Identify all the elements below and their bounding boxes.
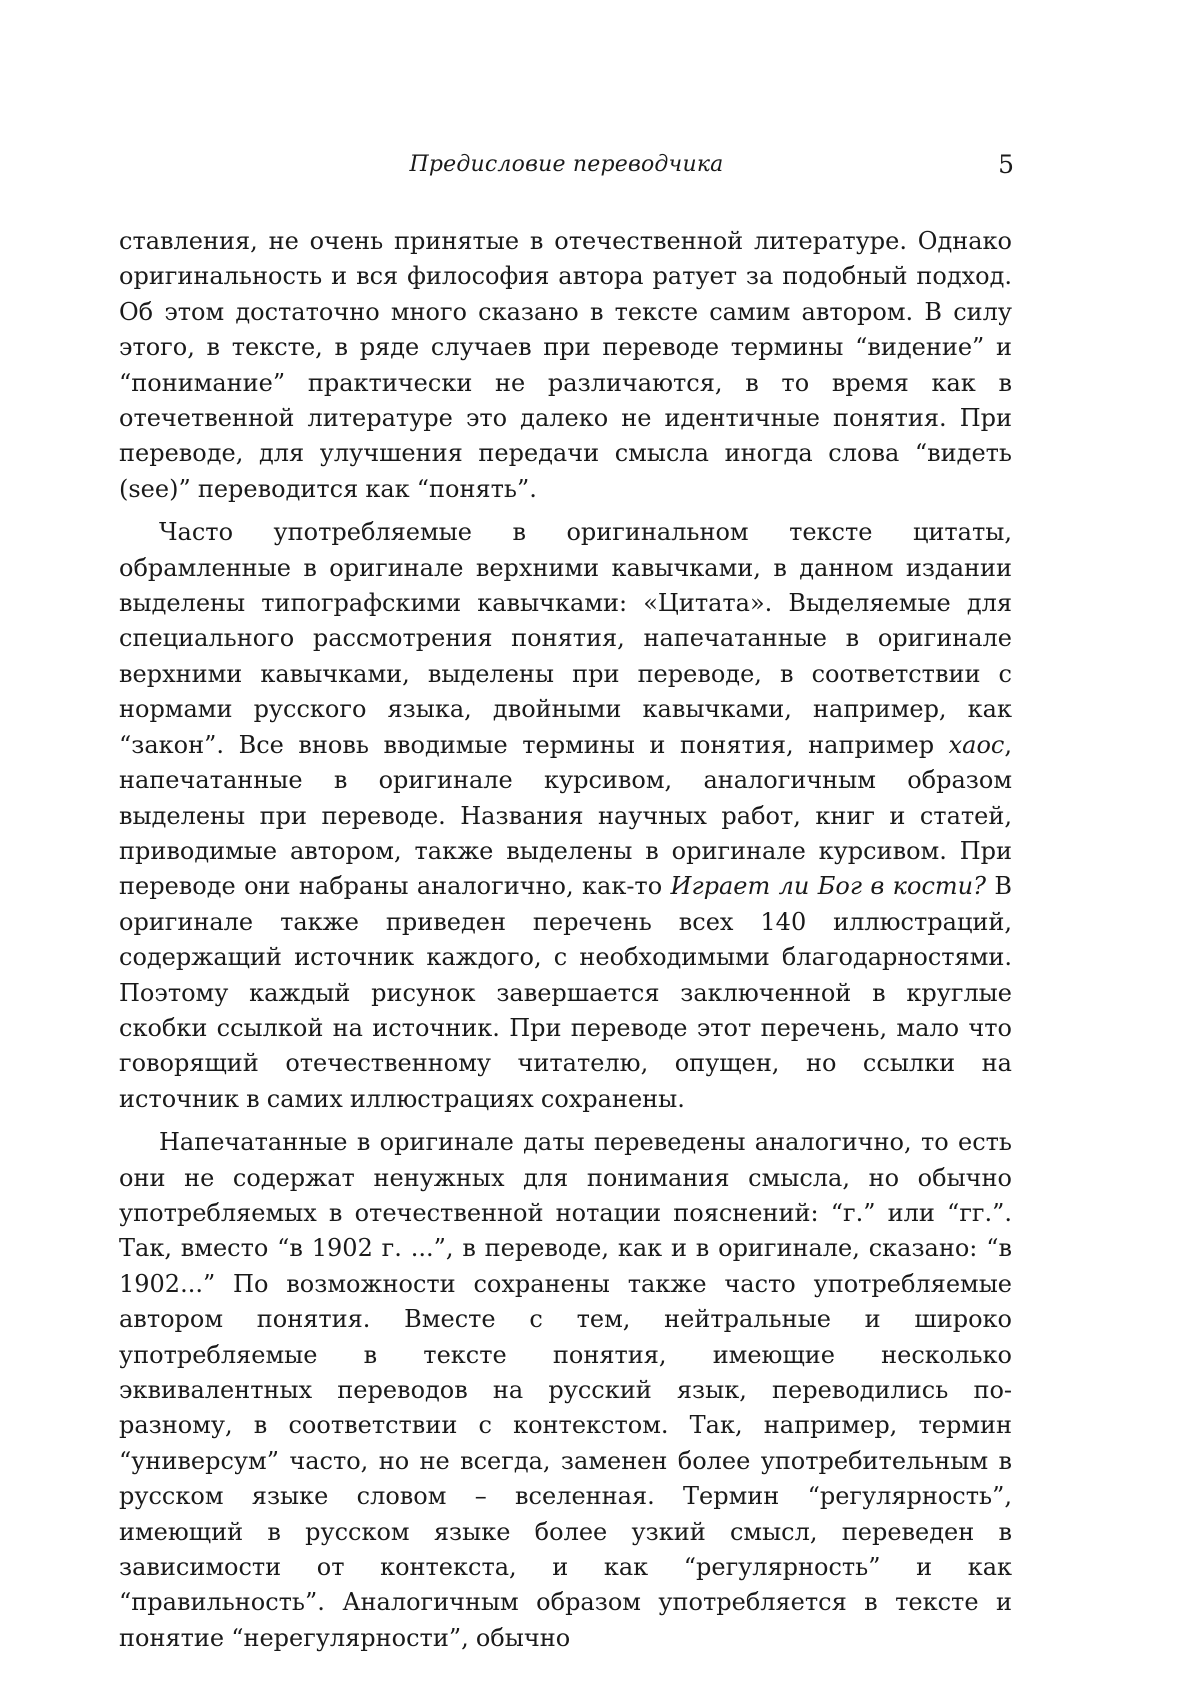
page-number: 5 <box>998 150 1014 179</box>
text-segment: Часто употребляемые в оригинальном тексте цитаты, обрамленные в оригинале верхними кавычками, в данном издании выделены типографскими кавычками: «Цитата». Выделяемые для специального рассмотрения понятия, напечатанные в оригинале верхними кавычками, выделены при переводе, в соответствии с нормами русского языка, двойными кавычками, например, как “закон”. Все вновь вводимые термины и понятия, например <box>119 518 1012 759</box>
paragraph-2 <box>119 515 1012 1117</box>
text-segment: , напечатанные в оригинале курсивом, аналогичным образом выделены при переводе. Названия научных работ, книг и статей, приводимые автором, также выделены в оригинале курсивом. При переводе они набраны аналогично, как-то <box>119 730 1012 901</box>
text-segment: ставления, не очень принятые в отечественной литературе. Однако оригинальность и вся философия автора ратует за подобный подход. Об этом достаточно много сказано в тексте самим автором. В силу этого, в тексте, в ряде случаев при переводе термины “видение” и “понимание” практически не различаются, в то время как в отечетвенной литературе это далеко не идентичные понятия. При переводе, для улучшения передачи смысла иногда слова “видеть (see)” переводится как “понять”. <box>119 227 1012 503</box>
text-segment: Напечатанные в оригинале даты переведены аналогично, то есть они не содержат ненужных для понимания смысла, но обычно употребляемых в отечественной нотации пояснений: “г.” или “гг.”. Так, вместо “в 1902 г. ...”, в переводе, как и в оригинале, сказано: “в 1902...” По возможности сохранены также часто употребляемые автором понятия. Вместе с тем, нейтральные и широко употребляемые в тексте понятия, имеющие несколько эквивалентных переводов на русский язык, переводились по-разному, в соответствии с контекстом. Так, например, термин “универсум” часто, но не всегда, заменен более употребительным в русском языке словом – вселенная. Термин “регулярность”, имеющий в русском языке более узкий смысл, переведен в зависимости от контекста, и как “регулярность” и как “правильность”. Аналогичным образом употребляется в тексте и понятие “нерегулярности”, обычно <box>119 1128 1012 1652</box>
italic-term: хаос <box>948 730 1005 759</box>
text-segment: В оригинале также приведен перечень всех 140 иллюстраций, содержащий источник каждого, с необходимыми благодарностями. Поэтому каждый рисунок завершается заключенной в круглые скобки ссылкой на источник. При переводе этот перечень, мало что говорящий отечественному читателю, опущен, но ссылки на источник в самих иллюстрациях сохранены. <box>119 872 1013 1113</box>
paragraph-3 <box>119 1125 1012 1656</box>
running-title: Предисловие переводчика <box>409 152 724 177</box>
italic-title: Играет ли Бог в кости? <box>670 872 986 901</box>
running-head <box>119 152 1014 192</box>
paragraph-1 <box>119 224 1012 507</box>
body-text <box>119 224 1012 1656</box>
